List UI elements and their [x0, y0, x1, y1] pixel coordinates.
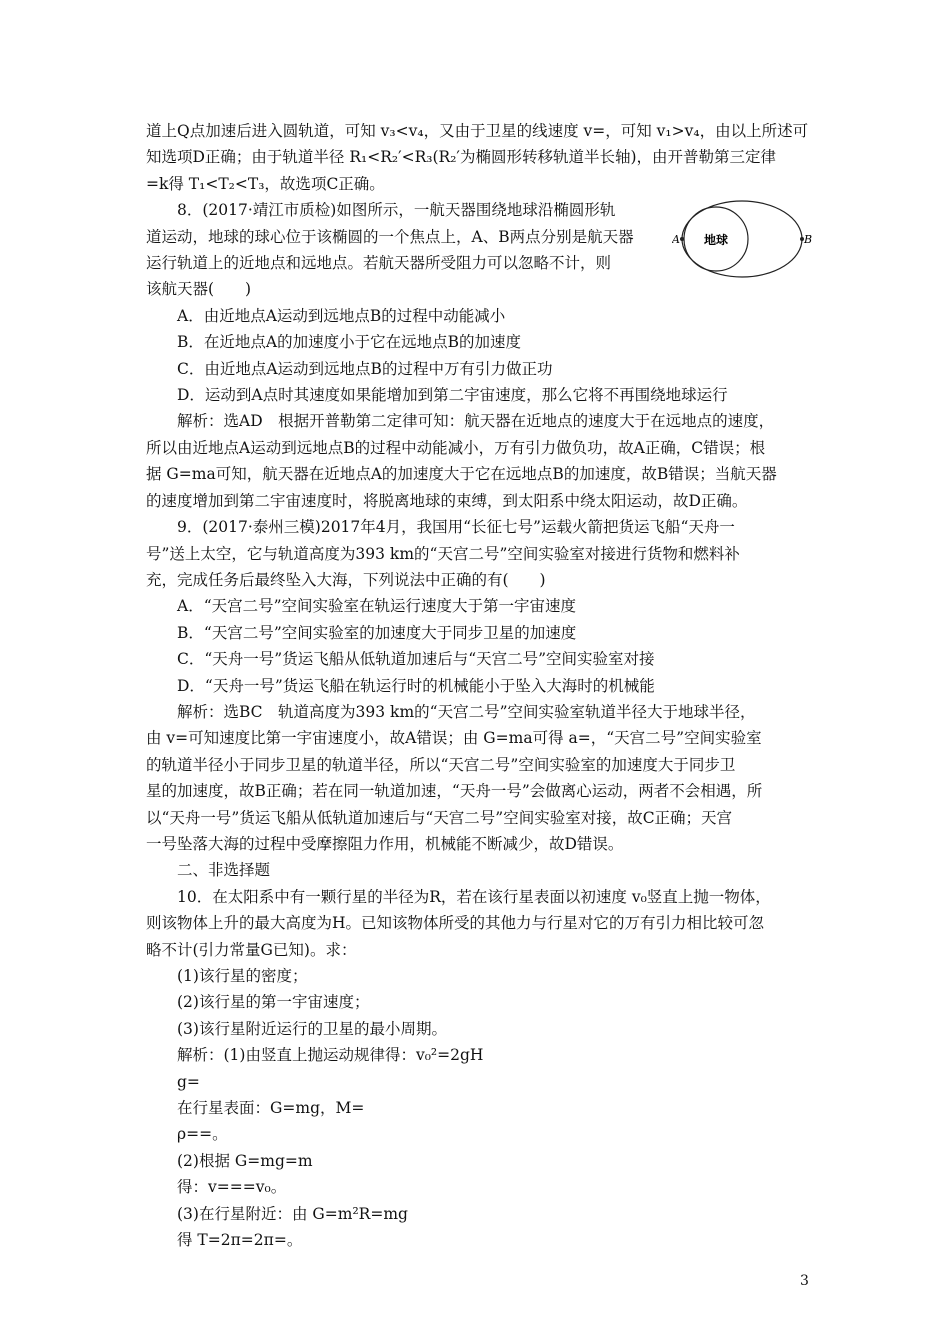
text-line: 道运动，地球的球心位于该椭圆的一个焦点上，A、B两点分别是航天器	[146, 227, 634, 246]
text-line: B．在近地点A的加速度小于它在远地点B的加速度	[177, 333, 521, 352]
text-line: (2)根据 G=mg=m	[177, 1151, 313, 1170]
text-line: 解析：选BC 轨道高度为393 km的“天宫二号”空间实验室轨道半径大于地球半径，	[177, 702, 756, 721]
text-line: 运行轨道上的近地点和远地点。若航天器所受阻力可以忽略不计，则	[146, 254, 612, 273]
orbit-diagram	[672, 196, 812, 282]
text-line: 得 T=2π=2π=。	[177, 1231, 303, 1250]
text-line: D．“天舟一号”货运飞船在轨运行时的机械能小于坠入大海时的机械能	[177, 676, 655, 695]
text-line: =k得 T₁<T₂<T₃，故选项C正确。	[146, 174, 385, 193]
text-line: 知选项D正确；由于轨道半径 R₁<R₂′<R₃(R₂′为椭圆形转移轨道半长轴)，由开普勒第三定律	[146, 148, 777, 167]
text-line: 所以由近地点A运动到远地点B的过程中动能减小，万有引力做负功，故A正确，C错误；根	[146, 438, 766, 457]
text-line: 得：v===v₀。	[177, 1178, 287, 1197]
text-line: (3)该行星附近运行的卫星的最小周期。	[177, 1019, 447, 1038]
text-line: 该航天器( )	[146, 280, 252, 299]
text-line: 则该物体上升的最大高度为H。已知该物体所受的其他力与行星对它的万有引力相比较可忽	[146, 914, 765, 933]
text-line: g=	[177, 1072, 200, 1091]
text-line: C．由近地点A运动到远地点B的过程中万有引力做正功	[177, 359, 553, 378]
text-line: 道上Q点加速后进入圆轨道，可知 v₃<v₄，又由于卫星的线速度 v=，可知 v₁>v₄，由以上所述可	[146, 122, 809, 140]
point-a-label: A	[672, 233, 680, 246]
text-line: 号”送上太空，它与轨道高度为393 km的“天宫二号”空间实验室对接进行货物和燃料补	[146, 544, 740, 563]
text-line: 二、非选择题	[177, 861, 271, 880]
text-line: 由 v=可知速度比第一宇宙速度小，故A错误；由 G=ma可得 a=，“天宫二号”空间实验室	[146, 729, 762, 748]
text-line: 星的加速度，故B正确；若在同一轨道加速，“天舟一号”会做离心运动，两者不会相遇，所	[146, 782, 763, 801]
text-line: A．“天宫二号”空间实验室在轨运行速度大于第一宇宙速度	[177, 597, 577, 616]
text-line: 略不计(引力常量G已知)。求：	[146, 940, 357, 959]
text-line: 9．(2017·泰州三模)2017年4月，我国用“长征七号”运载火箭把货运飞船“天舟一	[177, 518, 735, 537]
page-number: 3	[800, 1273, 809, 1289]
text-line: 的速度增加到第二宇宙速度时，将脱离地球的束缚，到太阳系中绕太阳运动，故D正确。	[146, 491, 748, 510]
text-line: 解析：选AD 根据开普勒第二定律可知：航天器在近地点的速度大于在远地点的速度，	[177, 412, 775, 431]
elliptical-orbit	[682, 201, 802, 277]
document-body	[146, 118, 812, 1253]
text-line: 一号坠落大海的过程中受摩擦阻力作用，机械能不断减少，故D错误。	[146, 834, 624, 853]
point-b-label: B	[804, 233, 812, 246]
text-line: (3)在行星附近：由 G=m²R=mg	[177, 1204, 408, 1223]
text-line: 8．(2017·靖江市质检)如图所示，一航天器围绕地球沿椭圆形轨	[177, 201, 616, 220]
text-line: A．由近地点A运动到远地点B的过程中动能减小	[177, 306, 506, 325]
text-line: 的轨道半径小于同步卫星的轨道半径，所以“天宫二号”空间实验室的加速度大于同步卫	[146, 755, 736, 774]
text-line: (1)该行星的密度；	[177, 967, 308, 985]
text-line: ρ==。	[177, 1125, 228, 1144]
earth-label: 地球	[703, 233, 729, 247]
text-line: D．运动到A点时其速度如果能增加到第二宇宙速度，那么它将不再围绕地球运行	[177, 386, 728, 405]
text-line: 解析：(1)由竖直上抛运动规律得：v₀²=2gH	[177, 1046, 484, 1065]
text-line: B．“天宫二号”空间实验室的加速度大于同步卫星的加速度	[177, 623, 577, 642]
text-line: 10．在太阳系中有一颗行星的半径为R，若在该行星表面以初速度 v₀竖直上抛一物体，	[177, 887, 771, 906]
text-line: (2)该行星的第一宇宙速度；	[177, 993, 370, 1012]
text-line: 据 G=ma可知，航天器在近地点A的加速度大于它在远地点B的加速度，故B错误；当航天器	[146, 465, 777, 484]
text-line: 以“天舟一号”货运飞船从低轨道加速后与“天宫二号”空间实验室对接，故C正确；天宫	[146, 808, 733, 827]
point-a-dot	[680, 237, 684, 241]
text-line: 在行星表面：G=mg，M=	[177, 1099, 365, 1118]
text-line: 充，完成任务后最终坠入大海，下列说法中正确的有( )	[146, 570, 546, 589]
text-line: C．“天舟一号”货运飞船从低轨道加速后与“天宫二号”空间实验室对接	[177, 650, 655, 669]
